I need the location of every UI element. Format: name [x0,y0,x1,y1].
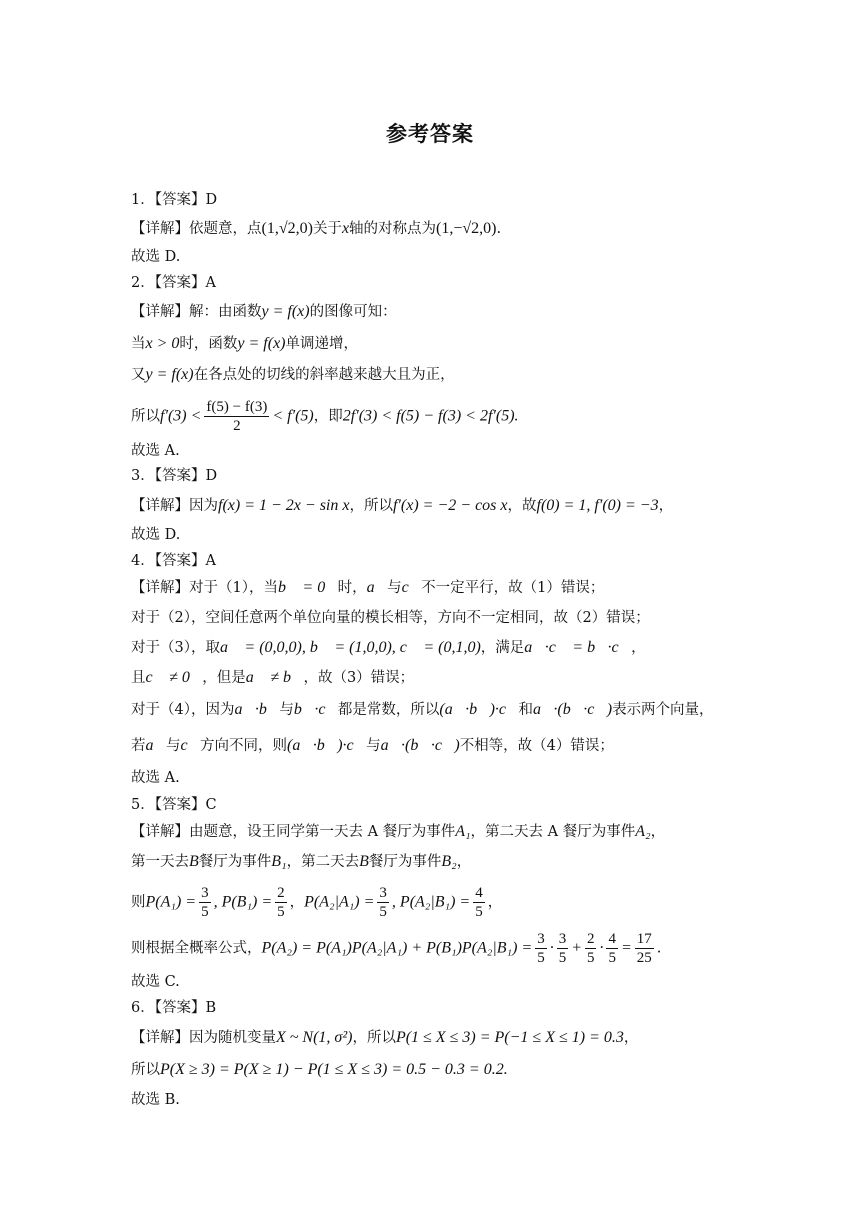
math: P(A₁) = [145,893,197,911]
q3-answer: 3．【答案】D [131,468,218,484]
numerator: 3 [558,931,567,947]
denominator: 2 [233,418,241,434]
text: ，满足 [480,640,525,656]
q3-detail [131,496,673,516]
text: 对于（4），因为 [131,702,235,718]
text: 单调递增， [285,336,359,352]
numerator: 3 [379,885,387,901]
text: 都是常数，所以 [337,702,440,718]
q5-choose: 故选 C. [131,974,180,990]
text: 则 [131,894,146,911]
math: B₁ [271,853,287,870]
math: y = f(x) [145,366,194,383]
q4-line5 [131,700,714,720]
text: ， [623,1030,639,1046]
q2-choose: 故选 A. [131,443,180,459]
text: 第一天去 [131,854,189,870]
q2-line4 [131,398,519,435]
math: , P(A₂|B₁) = [391,893,471,911]
math: a⃗·b⃗ [234,701,280,718]
denominator: 5 [586,950,595,966]
math: = [620,939,632,957]
text: 【详解】解：由函数 [131,304,262,320]
math: A₁ [455,823,471,840]
q2-answer: 2．【答案】A [131,275,216,291]
math: · [599,939,604,957]
math: + [571,939,582,957]
q6-line1 [131,1028,638,1048]
math: 2f′(3) < f(5) − f(3) < 2f′(5). [342,407,519,425]
text: ，所以 [352,1030,396,1046]
math: b⃗·c⃗ [293,701,338,718]
fraction [199,884,211,921]
math: X ~ N(1, σ²) [276,1029,353,1046]
denominator: 5 [608,950,616,966]
denominator: 5 [277,904,285,920]
numerator: 2 [277,885,285,901]
math: (1,√2,0) [261,220,313,237]
text: 【详解】依题意，点 [131,221,262,237]
q4-line4 [131,668,414,688]
math: P(A₂|A₁) = [304,893,375,911]
text: 表示两个向量， [612,702,714,718]
text: ，所以 [349,498,393,514]
q6-answer: 6．【答案】B [131,1000,217,1016]
text: 与 [165,738,181,754]
q2-line2 [131,334,358,354]
math: B [359,853,369,870]
fraction [557,930,569,967]
math: P(X ≥ 3) = P(X ≥ 1) − P(1 ≤ X ≤ 3) = 0.5 − 0.3 = 0.2. [160,1061,508,1078]
text: ，故（3）错误； [303,670,415,686]
numerator: 2 [586,931,595,947]
text: ，故 [507,498,537,514]
text: 时，函数 [179,336,238,352]
text: 所以 [131,408,160,425]
q4-line3 [131,638,646,658]
fraction [606,930,618,967]
math: a⃗ = (0,0,0), b⃗ = (1,0,0), c⃗ = (0,1,0) [219,639,481,656]
math: y = f(x) [261,303,310,320]
fraction [535,930,547,967]
numerator: 17 [636,931,652,947]
text: . [496,221,502,237]
math: a⃗ [366,579,388,596]
text: ， [631,640,646,656]
text: ， [487,894,503,911]
numerator: f(5) − f(3) [206,399,268,415]
q4-line6 [131,736,614,756]
text: ，第二天去 A 餐厅为事件 [470,824,636,840]
denominator: 5 [475,904,483,920]
fraction [204,398,269,435]
denominator: 25 [636,950,652,966]
math: f(x) = 1 − 2x − sin x [218,497,350,514]
text: 的图像可知： [309,304,397,320]
math: a⃗·c⃗ = b⃗·c⃗ [524,639,632,656]
math: a⃗ [145,737,166,754]
text: 对于（3），取 [131,640,220,656]
fraction [275,884,287,921]
numerator: 3 [201,885,209,901]
denominator: 5 [537,950,545,966]
text: 则根据全概率公式， [131,940,262,957]
denominator: 5 [558,950,567,966]
math: c⃗ [180,737,200,754]
text: 又 [131,367,146,383]
text: ，第二天去 [286,854,360,870]
math: B [189,853,199,870]
text: 【详解】因为 [131,498,218,514]
math: a⃗ ≠ b⃗ [245,669,304,686]
text: ， [456,854,472,870]
q2-line3 [131,365,455,385]
math: x > 0 [145,335,180,352]
math: B₂ [441,853,457,870]
q1-detail [131,219,501,239]
math: c⃗ ≠ 0⃗ [145,669,203,686]
text: 若 [131,738,146,754]
fraction [473,884,485,921]
math: P(A₂) = P(A₁)P(A₂|A₁) + P(B₁)P(A₂|B₁) = [261,939,533,957]
q5-line2 [131,852,471,872]
text: 餐厅为事件 [198,854,272,870]
math: y = f(x) [237,335,286,352]
math: P(1 ≤ X ≤ 3) = P(−1 ≤ X ≤ 1) = 0.3 [395,1029,624,1046]
q4-answer: 4．【答案】A [131,553,216,569]
math: · [549,939,554,957]
math: A₂ [635,823,651,840]
math: a⃗·(b⃗·c⃗) [532,701,613,718]
math: b⃗ = 0⃗ [277,579,338,596]
numerator: 4 [608,931,616,947]
text: 与 [366,738,381,754]
math: (a⃗·b⃗)·c⃗ [439,701,519,718]
math: (a⃗·b⃗)·c⃗ [287,737,367,754]
text: 与 [387,580,402,596]
text: 不相等，故（4）错误； [459,738,614,754]
q5-line4 [131,930,661,967]
text: ，但是 [202,670,246,686]
numerator: 3 [537,931,545,947]
text: 【详解】因为随机变量 [131,1030,276,1046]
text: ，即 [313,408,343,425]
text: 所以 [131,1062,160,1078]
math: x [341,220,350,237]
text: 时， [337,580,367,596]
text: 且 [131,670,146,686]
q6-choose: 故选 B. [131,1092,180,1108]
math: f′(x) = −2 − cos x [392,497,508,514]
denominator: 5 [379,904,387,920]
page-title: 参考答案 [386,122,474,146]
q1-choose: 故选 D. [131,249,181,265]
q3-choose: 故选 D. [131,527,181,543]
q5-line1 [131,822,665,842]
text: 餐厅为事件 [368,854,442,870]
q2-line1 [131,302,397,322]
q6-line2 [131,1060,508,1080]
math: (1,−√2,0) [436,220,497,237]
text: ， [289,894,305,911]
text: 方向不同，则 [200,738,287,754]
text: ， [650,824,666,840]
text: 和 [518,702,533,718]
math: , P(B₁) = [213,893,273,911]
text: 与 [279,702,294,718]
fraction [377,884,389,921]
q1-answer: 1．【答案】D [131,192,218,208]
text: 轴的对称点为 [349,221,437,237]
text: 关于 [312,221,342,237]
text: ， [658,498,674,514]
q4-choose: 故选 A. [131,770,180,786]
math: f(0) = 1, f′(0) = −3 [536,497,659,514]
numerator: 4 [475,885,483,901]
text: 当 [131,336,146,352]
denominator: 5 [201,904,209,920]
text: . [656,940,662,957]
text: 【详解】由题意，设王同学第一天去 A 餐厅为事件 [131,824,456,840]
text: 在各点处的切线的斜率越来越大且为正， [193,367,455,383]
q5-line3 [131,884,502,921]
fraction [585,930,597,967]
fraction [635,930,654,967]
text: 不一定平行，故（1）错误； [421,580,605,596]
q4-line2: 对于（2），空间任意两个单位向量的模长相等，方向不一定相同，故（2）错误； [131,610,650,626]
math: c⃗ [401,579,422,596]
math: f′(3) < [160,407,202,425]
math: a⃗·(b⃗·c⃗) [380,737,460,754]
text: 【详解】对于（1），当 [131,580,278,596]
q5-answer: 5．【答案】C [131,797,217,813]
math: < f′(5) [272,407,314,425]
q4-line1 [131,578,604,598]
